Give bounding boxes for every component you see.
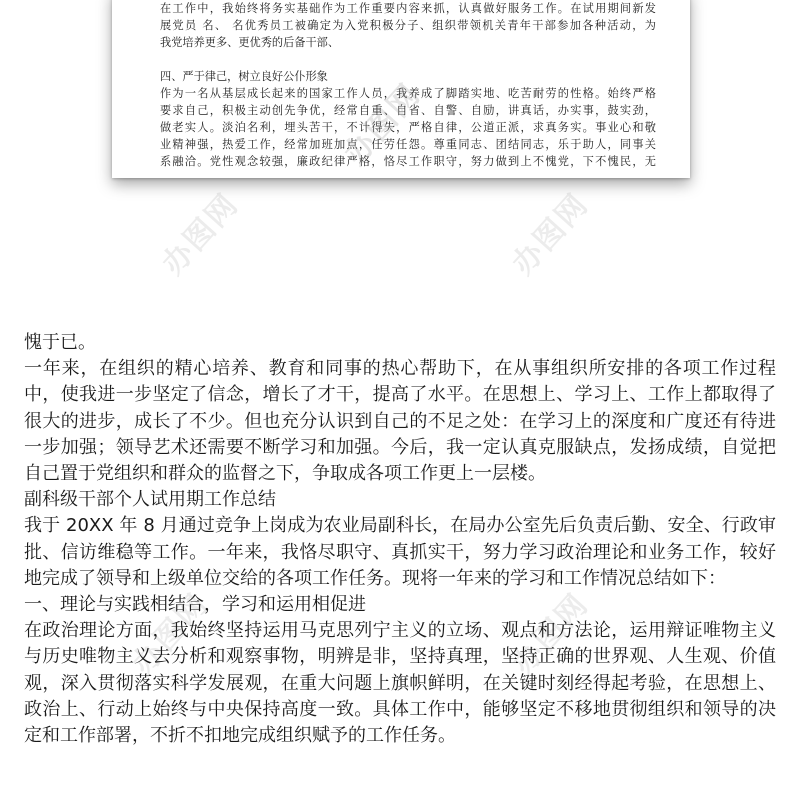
paragraph-gap — [160, 51, 656, 68]
document-line: 在工作中，我始终将务实基础作为工作重要内容来抓，认真做好服务工作。在试用期间新发 — [160, 2, 656, 15]
document-line: 我党培养更多、更优秀的后备干部、 — [160, 36, 340, 49]
section-heading: 四、严于律己，树立良好公仆形象 — [160, 70, 328, 83]
document-line: 做老实人。淡泊名利，埋头苦干，不计得失，严格自律，公道正派，求真务实。事业心和敬 — [160, 121, 656, 134]
document-line: 展党员 名、 名优秀员工被确定为入党积极分子、组织带领机关青年干部参加各种活动，为 — [160, 19, 656, 32]
watermark: 办图网 — [337, 76, 428, 172]
watermark: 办图网 — [505, 586, 596, 682]
opening-line: 愧于已。 — [24, 332, 96, 353]
document-page-preview — [112, 0, 690, 178]
document-line: 作为一名从基层成长起来的国家工作人员，我养成了脚踏实地、吃苦耐劳的性格。始终严格 — [160, 87, 656, 100]
document-line: 业精神强，热爱工作，经常加班加点，任劳任怨。尊重同志、团结同志，乐于助人，同事关 — [160, 138, 656, 151]
paragraph: 一年来，在组织的精心培养、教育和同事的热心帮助下，在从事组织所安排的各项工作过程中，使我进一步坚定了信念，增长了才干，提高了水平。在思想上、学习上、工作上都取得了很大的进步，成长了不少。但也充分认识到自己的不足之处：在学习上的深度和广度还有待进一步加强；领导艺术还需要不断学习和加强。今后，我一定认真克服缺点，发扬成绩，自觉把自己置于党组织和群众的监督之下，争取成各项工作更上一层楼。 — [24, 358, 776, 485]
document-title: 副科级干部个人试用期工作总结 — [24, 489, 276, 511]
document-line: 系融洽。党性观念较强，廉政纪律严格，恪尽工作职守，努力做到上不愧党，下不愧民，无 — [160, 155, 656, 168]
watermark: 办图网 — [155, 186, 246, 282]
watermark: 办图网 — [125, 586, 216, 682]
document-body — [24, 330, 776, 749]
paragraph: 在政治理论方面，我始终坚持运用马克思列宁主义的立场、观点和方法论，运用辩证唯物主义与历史唯物主义去分析和观察事物，明辨是非，坚持真理，坚持正确的世界观、人生观、价值观，深入贯彻落实科学发展观，在重大问题上旗帜鲜明，在关键时刻经得起考验，在思想上、政治上、行动上始终与中央保持高度一致。具体工作中，能够坚定不移地贯彻组织和领导的决定和工作部署，不折不扣地完成组织赋予的工作任务。 — [24, 620, 776, 747]
document-line: 要求自己，积极主动创先争优，经常自重、自省、自警、自励，讲真话，办实事，鼓实劲， — [160, 104, 656, 117]
watermark: 办图网 — [505, 186, 596, 282]
section-heading: 一、理论与实践相结合，学习和运用相促进 — [24, 594, 366, 616]
document-page-content — [160, 0, 656, 170]
paragraph: 我于 20XX 年 8 月通过竞争上岗成为农业局副科长，在局办公室先后负责后勤、安全、行政审批、信访维稳等工作。一年来，我恪尽职守、真抓实干，努力学习政治理论和业务工作，较好地完成了领导和上级单位交给的各项工作任务。现将一年来的学习和工作情况总结如下： — [24, 515, 776, 589]
